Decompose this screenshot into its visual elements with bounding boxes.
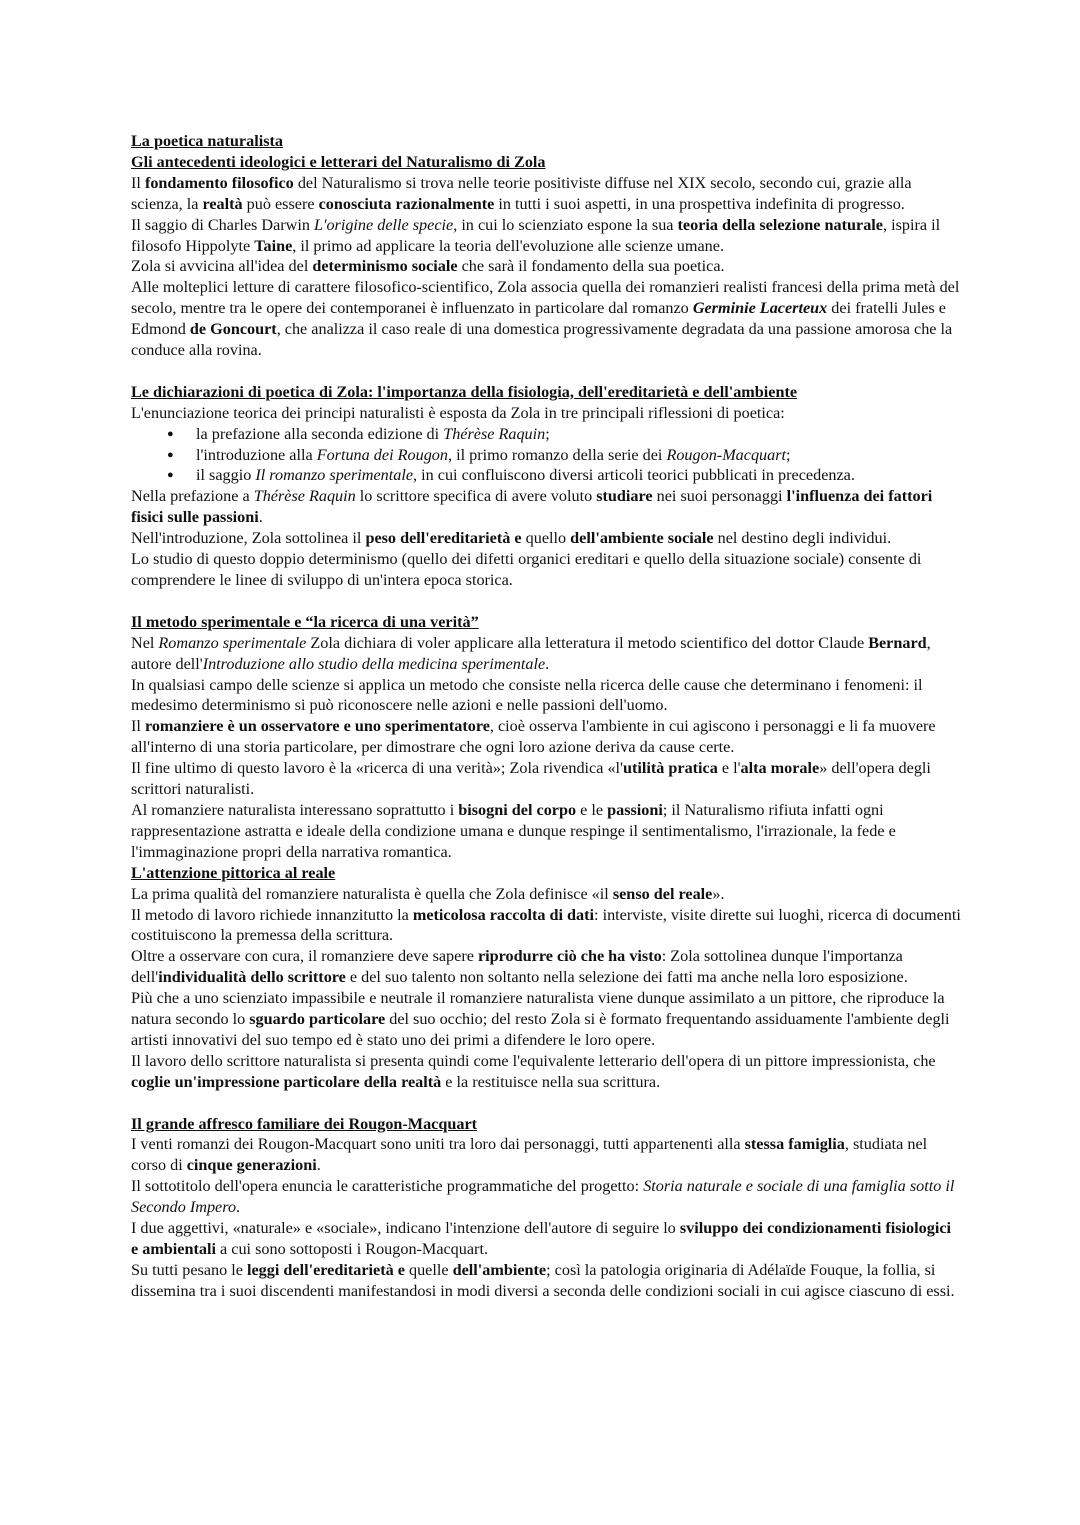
document-title: La poetica naturalista [131, 132, 283, 150]
emphasis-run: Rougon-Macquart [666, 445, 787, 464]
emphasis-run: alta morale [740, 759, 820, 778]
emphasis-run: studiare [596, 487, 653, 506]
text-run: ». [712, 884, 725, 903]
paragraph-spacer [131, 1093, 961, 1114]
paragraph [131, 1176, 961, 1218]
emphasis-run: conosciuta razionalmente [318, 194, 495, 213]
text-run: : interviste, visite dirette sui luoghi, ricerca di documenti costituiscono la premessa della scrittura. [131, 905, 961, 945]
text-run: , autore dell' [131, 633, 931, 673]
text-run: può essere [242, 194, 319, 213]
paragraph [131, 486, 961, 528]
emphasis-run: senso del reale [612, 884, 713, 903]
paragraph [131, 988, 961, 1051]
emphasis-run: sviluppo dei condizionamenti fisiologici e ambientali [131, 1219, 952, 1258]
text-run: Il lavoro dello scrittore naturalista si presenta quindi come l'equivalente letterario dell'opera di un pittore impressionista, che [131, 1051, 936, 1070]
emphasis-run: individualità dello scrittore [158, 968, 346, 987]
paragraph [131, 633, 961, 675]
text-run: Il saggio di Charles Darwin [131, 215, 314, 234]
text-run: Zola si avvicina all'idea del [131, 257, 313, 276]
text-run: . [545, 654, 550, 673]
text-run: , che analizza il caso reale di una domestica progressivamente degradata da una passione amorosa che la conduce alla rovina. [131, 320, 953, 360]
paragraph [131, 403, 961, 424]
text-run: l'introduzione alla [196, 445, 317, 464]
text-run: , in cui confluiscono diversi articoli teorici pubblicati in precedenza. [413, 466, 855, 485]
paragraph [131, 528, 961, 549]
text-run: ; il Naturalismo rifiuta infatti ogni rappresentazione astratta e ideale della condizione umana e dunque respinge il sentimentalismo, l'irrazionale, la fede e l'immaginazione propri della narrativa romantica. [131, 800, 896, 861]
section-heading-dichiarazioni: Le dichiarazioni di poetica di Zola: l'importanza della fisiologia, dell'ereditarietà e dell'ambiente [131, 382, 798, 401]
paragraph [131, 549, 961, 591]
paragraph [131, 675, 961, 717]
emphasis-run: bisogni del corpo [458, 800, 577, 819]
text-run: e le [576, 800, 608, 819]
emphasis-run: Introduzione allo studio della medicina sperimentale [202, 654, 546, 673]
paragraph [131, 905, 961, 947]
text-run: , in cui lo scienziato espone la sua [453, 215, 678, 234]
emphasis-run: passioni [607, 800, 663, 819]
emphasis-run: cinque generazioni [186, 1156, 317, 1175]
text-run: La prima qualità del romanziere naturalista è quella che Zola definisce «il [131, 884, 613, 903]
text-run: Nella prefazione a [131, 487, 254, 506]
text-run: quello [521, 529, 571, 548]
text-run: Su tutti pesano le [131, 1260, 247, 1279]
emphasis-run: leggi dell'ereditarietà e [247, 1260, 405, 1279]
text-run: , studiata nel corso di [131, 1135, 928, 1175]
section-heading-antecedenti: Gli antecedenti ideologici e letterari del Naturalismo di Zola [131, 152, 546, 171]
text-run: a cui sono sottoposti i Rougon-Macquart. [215, 1239, 488, 1258]
text-run: Lo studio di questo doppio determinismo (quello dei difetti organici ereditari e quello della situazione sociale) consente di comprendere le linee di sviluppo di un'intera epoca storica. [131, 550, 922, 590]
emphasis-run: dell'ambiente [452, 1260, 547, 1279]
text-run: , cioè osserva l'ambiente in cui agiscono i personaggi e li fa muovere all'interno di una storia particolare, per dimostrare che ogni loro azione deriva da cause certe. [131, 717, 936, 757]
text-run: ; così la patologia originaria di Adélaïde Fouque, la follia, si dissemina tra i suoi discendenti manifestandosi in modi diversi a seconda delle condizioni sociali in cui agisce ciascuno di essi. [131, 1260, 955, 1300]
section-body-metodo [131, 633, 961, 863]
text-run: Al romanziere naturalista interessano soprattutto i [131, 800, 459, 819]
emphasis-run: romanziere è un osservatore e uno sperimentatore [144, 717, 490, 736]
bullet-item [196, 424, 961, 445]
text-run: Il sottotitolo dell'opera enuncia le caratteristiche programmatiche del progetto: [131, 1177, 644, 1196]
emphasis-run: Thérèse Raquin [443, 424, 546, 443]
text-run: . [316, 1156, 321, 1175]
text-run: e l' [717, 759, 741, 778]
paragraph [131, 1260, 961, 1302]
emphasis-run: fondamento filosofico [144, 173, 294, 192]
text-run: Più che a uno scienziato impassibile e neutrale il romanziere naturalista viene dunque assimilato a un pittore, che riproduce la natura secondo lo [131, 989, 945, 1029]
emphasis-run: Fortuna dei Rougon [316, 445, 448, 464]
text-run: dei fratelli Jules e Edmond [131, 299, 946, 339]
text-run: » dell'opera degli scrittori naturalisti. [131, 759, 931, 799]
emphasis-run: sguardo particolare [249, 1010, 386, 1029]
section-heading-metodo: Il metodo sperimentale e “la ricerca di una verità” [131, 612, 479, 631]
text-run: L'enunciazione teorica dei principi naturalisti è esposta da Zola in tre principali riflessioni di poetica: [131, 403, 785, 422]
text-run: ; [786, 445, 791, 464]
emphasis-run: Bernard [868, 633, 927, 652]
section-body-dichiarazioni [131, 403, 961, 591]
emphasis-run: Il romanzo sperimentale [255, 466, 414, 485]
text-run: del suo occhio; del resto Zola si è formato frequentando assiduamente l'ambiente degli artisti innovativi del suo tempo ed è stato uno dei primi a difendere le loro opere. [131, 1010, 950, 1049]
paragraph-spacer [131, 361, 961, 382]
emphasis-run: meticolosa raccolta di dati [412, 905, 595, 924]
text-run: , il primo ad applicare la teoria dell'evoluzione alle scienze umane. [292, 236, 724, 255]
text-run: nei suoi personaggi [652, 487, 787, 506]
emphasis-run: Taine [254, 236, 293, 255]
text-run: Nel [131, 633, 159, 652]
section-heading-attenzione: L'attenzione pittorica al reale [131, 863, 336, 882]
paragraph-spacer [131, 591, 961, 612]
paragraph [131, 800, 961, 863]
text-run: : Zola sottolinea dunque l'importanza dell' [131, 947, 903, 987]
paragraph [131, 173, 961, 215]
emphasis-run: Germinie Lacerteux [692, 299, 828, 318]
text-run: Alle molteplici letture di carattere filosofico-scientifico, Zola associa quella dei romanzieri realisti francesi della prima metà del secolo, mentre tra le opere dei contemporanei è influenzato in particolare dal romanzo [131, 278, 960, 318]
paragraph [131, 277, 961, 361]
paragraph [131, 884, 961, 905]
text-run: . [236, 1198, 241, 1217]
text-run: del Naturalismo si trova nelle teorie positiviste diffuse nel XIX secolo, secondo cui, grazie alla scienza, la [131, 173, 912, 213]
section-body-attenzione [131, 884, 961, 1093]
emphasis-run: l'influenza dei fattori fisici sulle passioni [131, 487, 933, 527]
emphasis-run: realtà [202, 194, 243, 213]
text-run: I due aggettivi, «naturale» e «sociale», indicano l'intenzione dell'autore di seguire lo [131, 1219, 680, 1238]
paragraph [131, 215, 961, 257]
emphasis-run: Romanzo sperimentale [158, 633, 307, 652]
text-run: I venti romanzi dei Rougon-Macquart sono uniti tra loro dai personaggi, tutti appartenenti alla [131, 1135, 745, 1154]
emphasis-run: L'origine delle specie [313, 215, 454, 234]
text-run: Nell'introduzione, Zola sottolinea il [131, 529, 366, 548]
text-run: in tutti i suoi aspetti, in una prospettiva indefinita di progresso. [494, 194, 905, 213]
text-run: , il primo romanzo della serie dei [447, 445, 667, 464]
paragraph [131, 1051, 961, 1093]
emphasis-run: utilità pratica [622, 759, 718, 778]
text-run: lo scrittore specifica di avere voluto [355, 487, 597, 506]
bullet-item [196, 465, 961, 486]
text-run: la prefazione alla seconda edizione di [196, 424, 444, 443]
paragraph [131, 1134, 961, 1176]
section-heading-affresco: Il grande affresco familiare dei Rougon-Macquart [131, 1114, 478, 1133]
emphasis-run: teoria della selezione naturale [677, 215, 883, 234]
bullet-list [131, 424, 961, 487]
text-run: Zola dichiara di voler applicare alla letteratura il metodo scientifico del dottor Claude [306, 633, 869, 652]
text-run: ; [545, 424, 550, 443]
emphasis-run: coglie un'impressione particolare della realtà [131, 1072, 442, 1091]
section-body-antecedenti [131, 173, 961, 361]
emphasis-run: Storia naturale e sociale di una famiglia sotto il Secondo Impero [131, 1177, 955, 1217]
text-run: quelle [404, 1260, 453, 1279]
text-run: Il [131, 717, 145, 736]
text-run: che sarà il fondamento della sua poetica. [457, 257, 725, 276]
text-run: Il [131, 173, 145, 192]
text-run: Il fine ultimo di questo lavoro è la «ricerca di una verità»; Zola rivendica «l' [131, 759, 623, 778]
bullet-item [196, 445, 961, 466]
emphasis-run: determinismo sociale [312, 257, 458, 276]
text-run: . [258, 508, 263, 527]
text-run: e del suo talento non soltanto nella selezione dei fatti ma anche nella loro esposizione. [345, 968, 908, 987]
text-run: In qualsiasi campo delle scienze si applica un metodo che consiste nella ricerca delle cause che determinano i fenomeni: il medesimo determinismo si può riconoscere nelle azioni e nelle passioni dell'uomo. [131, 675, 923, 715]
text-run: il saggio [196, 466, 256, 485]
paragraph [131, 946, 961, 988]
text-run: , ispira il filosofo Hippolyte [131, 215, 941, 255]
text-run: e la restituisce nella sua scrittura. [441, 1072, 661, 1091]
paragraph [131, 716, 961, 758]
document-page [131, 131, 961, 1302]
paragraph [131, 256, 961, 277]
emphasis-run: de Goncourt [189, 320, 277, 339]
emphasis-run: riprodurre ciò che ha visto [477, 947, 662, 966]
emphasis-run: dell'ambiente sociale [570, 529, 714, 548]
text-run: Oltre a osservare con cura, il romanziere deve sapere [131, 947, 478, 966]
text-run: Il metodo di lavoro richiede innanzitutto la [131, 905, 413, 924]
emphasis-run: stessa famiglia [744, 1135, 845, 1154]
paragraph [131, 758, 961, 800]
section-body-affresco [131, 1134, 961, 1301]
paragraph [131, 1218, 961, 1260]
emphasis-run: peso dell'ereditarietà e [365, 529, 522, 548]
emphasis-run: Thérèse Raquin [253, 487, 356, 506]
text-run: nel destino degli individui. [713, 529, 892, 548]
